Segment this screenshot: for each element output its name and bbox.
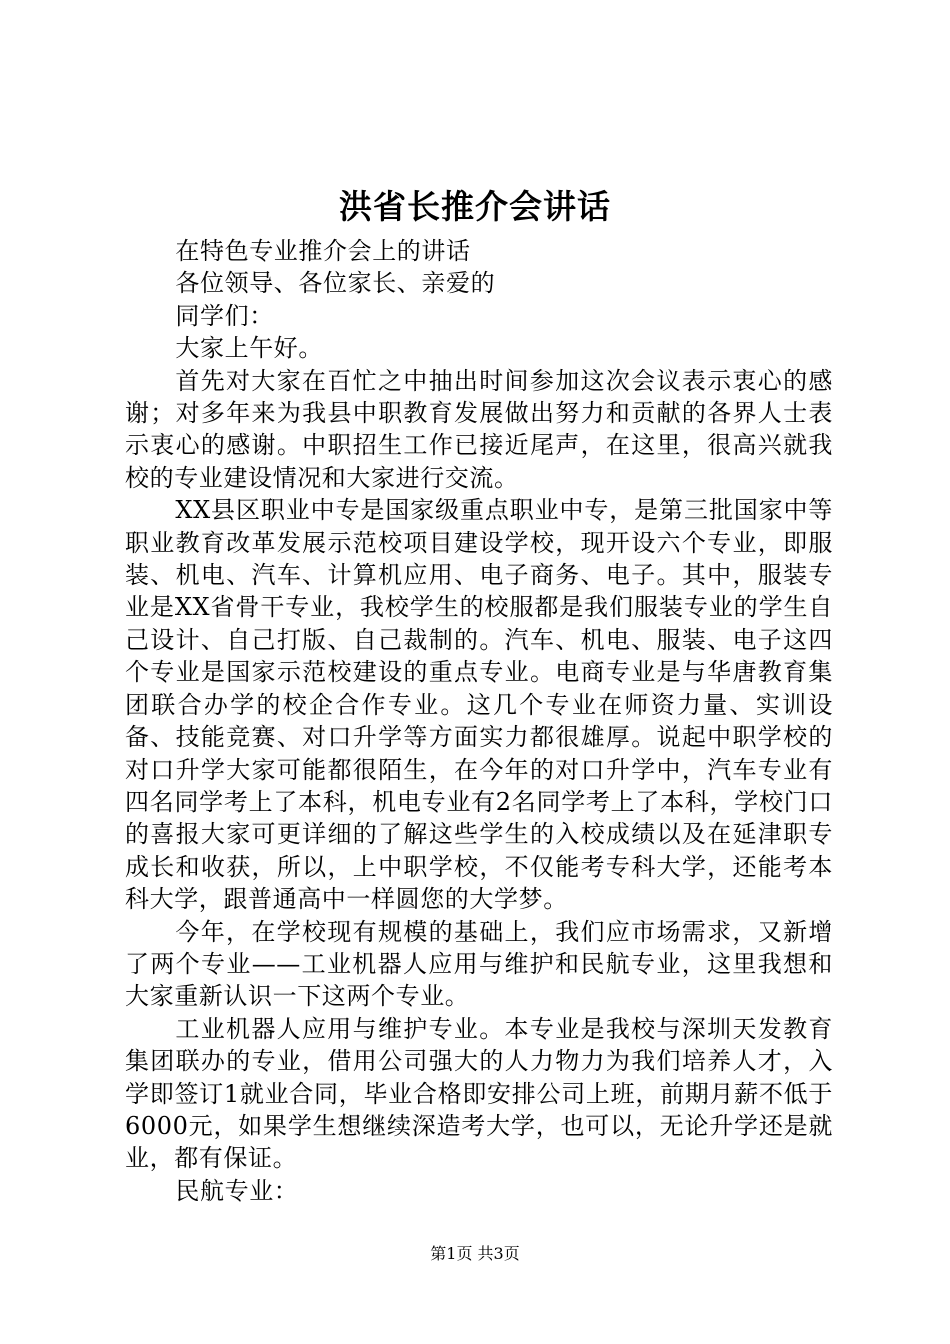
document-title: 洪省长推介会讲话 [339, 187, 611, 226]
paragraph-salutation-2: 同学们： [175, 301, 274, 330]
paragraph-thanks: 首先对大家在百忙之中抽出时间参加这次会议表示衷心的感谢；对多年来为我县中职教育发展做出努力和贡献的各界人士表示衷心的感谢。中职招生工作已接近尾声，在这里，很高兴就我校的专业建设情况和大家进行交流。 [125, 366, 833, 492]
paragraph-subtitle: 在特色专业推介会上的讲话 [175, 237, 471, 265]
page-footer: 第1页 共3页 [430, 1244, 520, 1263]
paragraph-new-majors: 今年，在学校现有规模的基础上，我们应市场需求，又新增了两个专业——工业机器人应用与维护和民航专业，这里我想和大家重新认识一下这两个专业。 [125, 917, 833, 1011]
paragraph-robotics-major: 工业机器人应用与维护专业。本专业是我校与深圳天发教育集团联办的专业，借用公司强大的人力物力为我们培养人才，入学即签订1就业合同，毕业合格即安排公司上班，前期月薪不低于6000元，如果学生想继续深造考大学，也可以，无论升学还是就业，都有保证。 [125, 1014, 833, 1173]
document-body [125, 235, 833, 1207]
paragraph-greeting: 大家上午好。 [175, 334, 323, 363]
paragraph-school-intro: XX县区职业中专是国家级重点职业中专，是第三批国家中等职业教育改革发展示范校项目建设学校，现开设六个专业，即服装、机电、汽车、计算机应用、电子商务、电子。其中，服装专业是XX省骨干专业，我校学生的校服都是我们服装专业的学生自己设计、自己打版、自己裁制的。汽车、机电、服装、电子这四个专业是国家示范校建设的重点专业。电商专业是与华唐教育集团联合办学的校企合作专业。这几个专业在师资力量、实训设备、技能竞赛、对口升学等方面实力都很雄厚。说起中职学校的对口升学大家可能都很陌生，在今年的对口升学中，汽车专业有四名同学考上了本科，机电专业有2名同学考上了本科，学校门口的喜报大家可更详细的了解这些学生的入校成绩以及在延津职专成长和收获，所以，上中职学校，不仅能考专科大学，还能考本科大学，跟普通高中一样圆您的大学梦。 [125, 496, 833, 914]
paragraph-aviation-major: 民航专业： [175, 1176, 299, 1205]
paragraph-salutation-1: 各位领导、各位家长、亲爱的 [175, 269, 496, 298]
